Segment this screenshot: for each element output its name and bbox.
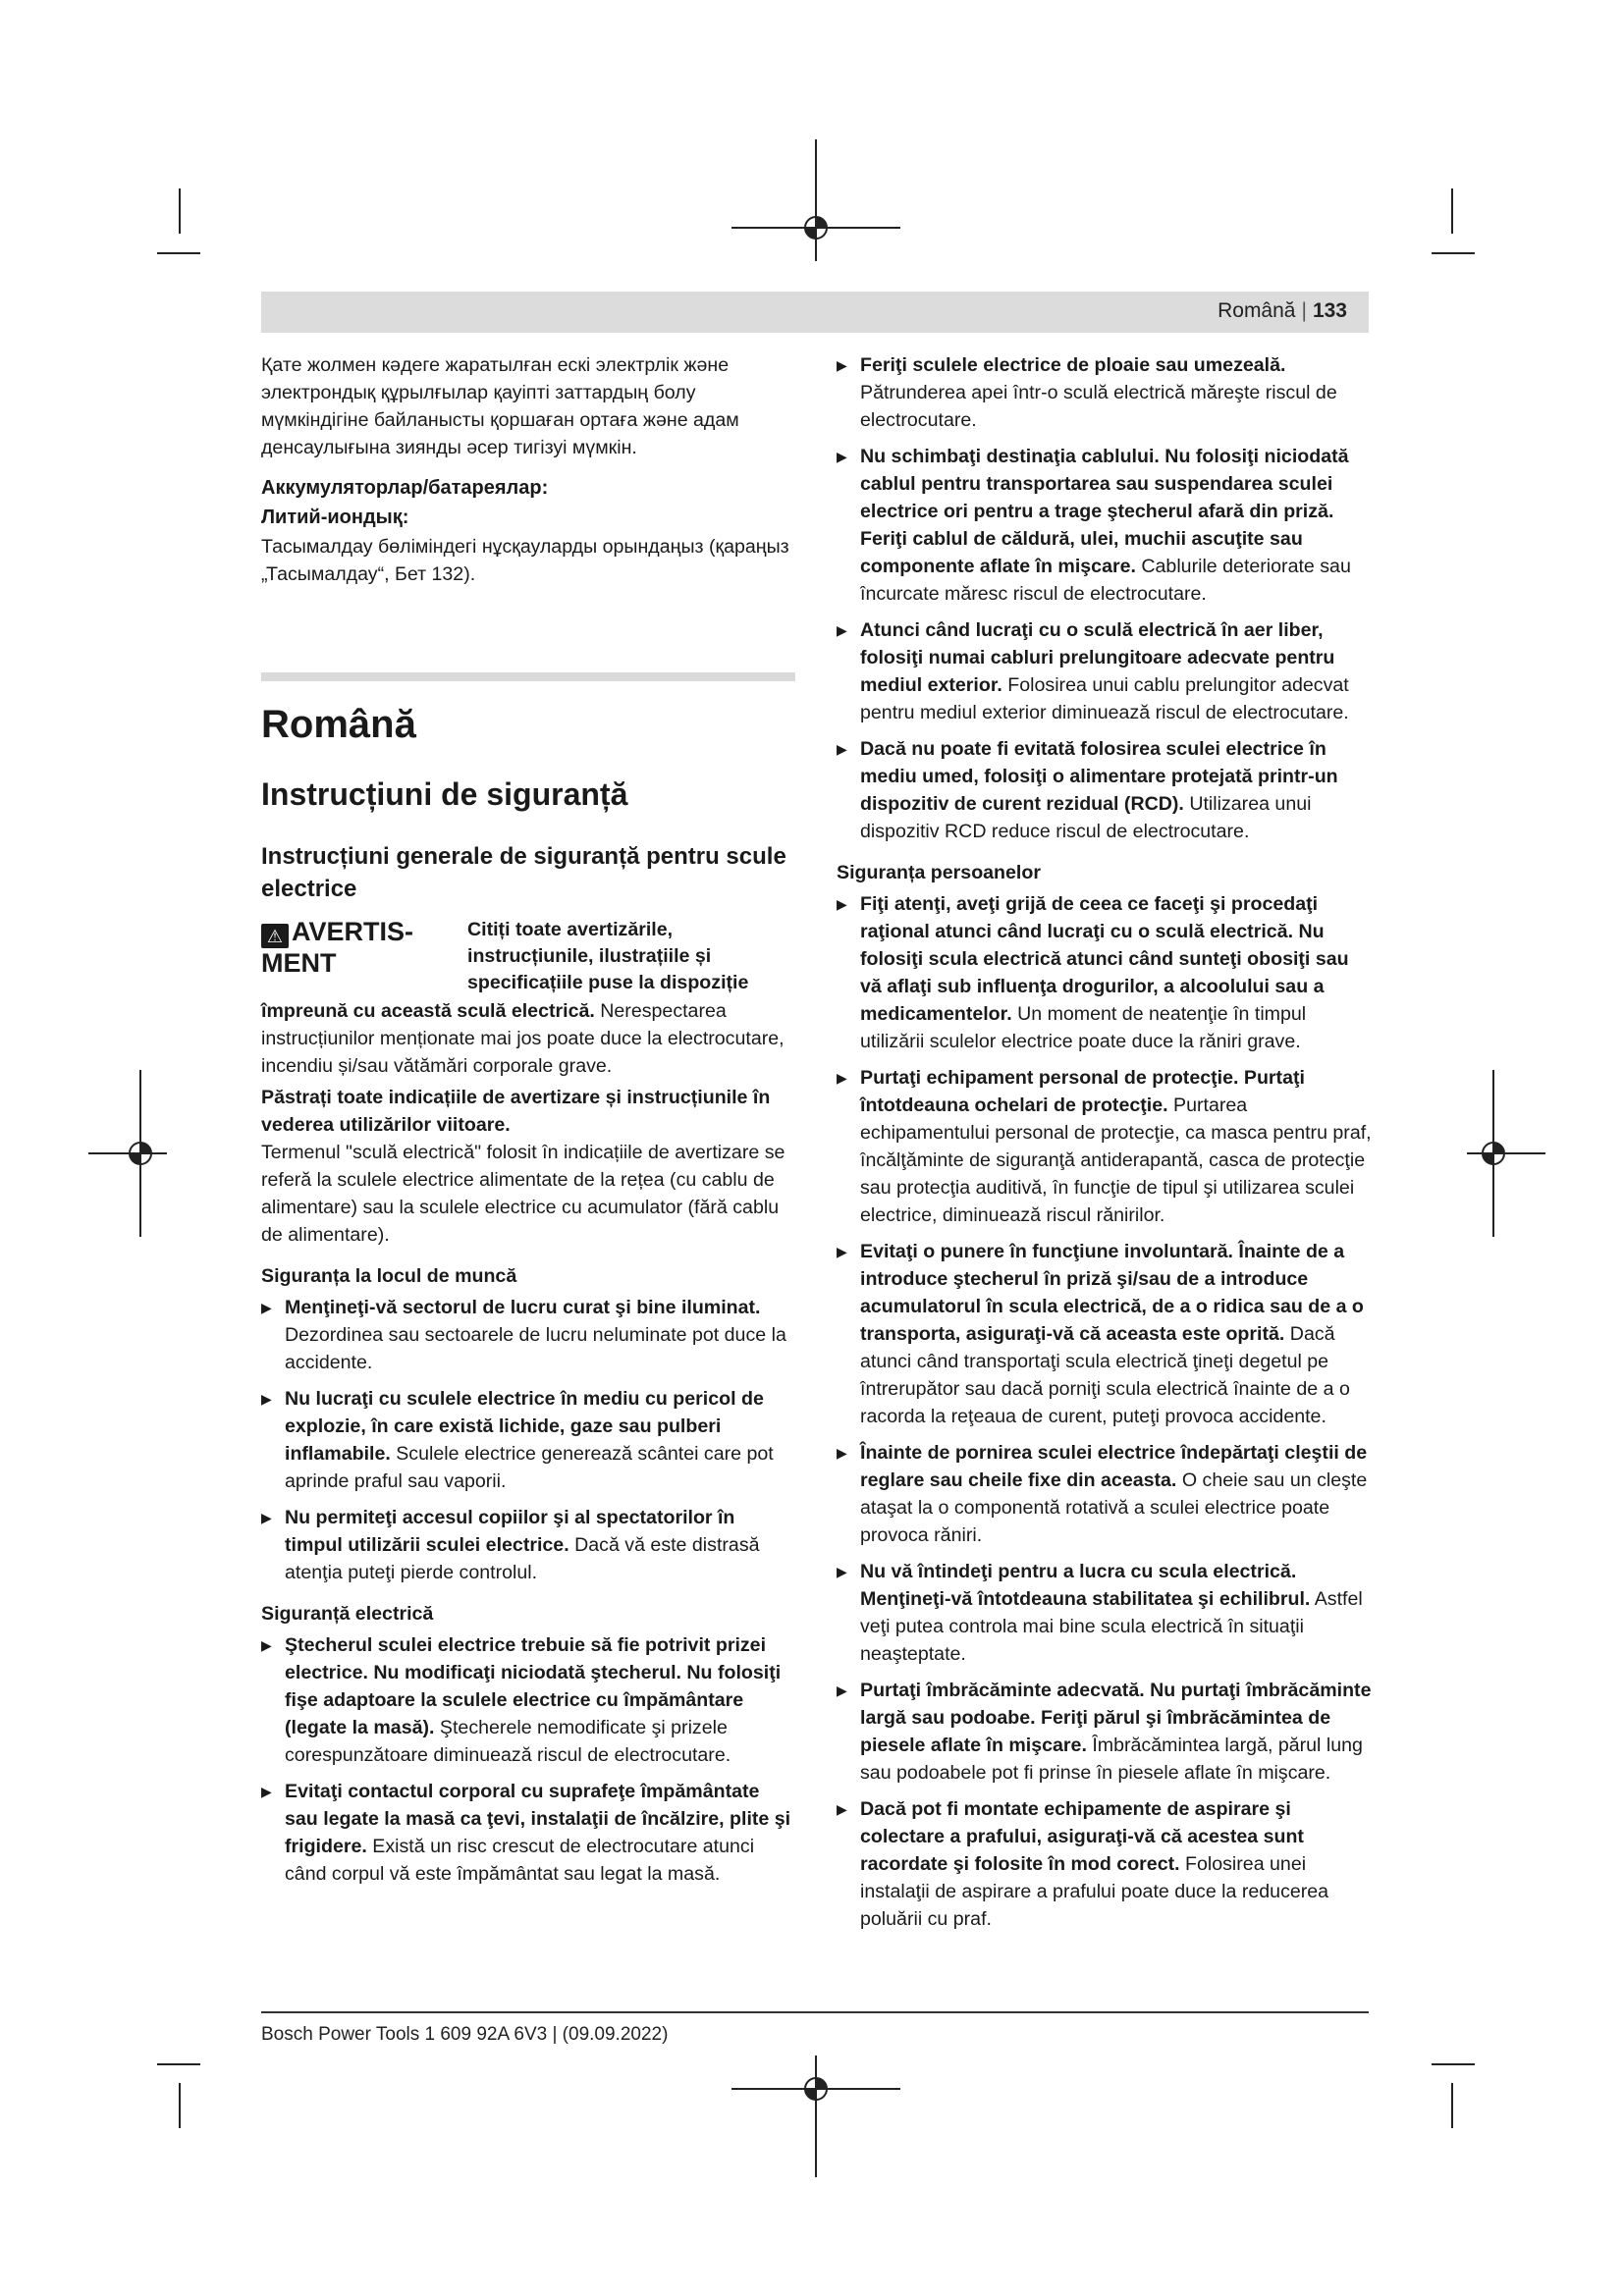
- list-item-text: Sculele electrice generează scântei care pot aprinde praful sau vaporii.: [285, 1443, 774, 1492]
- list-item: [837, 1439, 1375, 1549]
- warning-continuation-text: Nerespectarea instrucțiunilor menționate mai jos poate duce la electrocutare, incendiu și/sau vătămări corporale grave.: [261, 1000, 785, 1077]
- keep-instructions-note: Păstrați toate indicațiile de avertizare și instrucțiunile în vederea utilizărilor viitoare.: [261, 1087, 771, 1136]
- list-item-text: Ştecherele nemodificate şi prizele corespunzătoare diminuează riscul de electrocutare.: [285, 1717, 731, 1766]
- list-item: [837, 1238, 1375, 1430]
- warning-block: [261, 917, 795, 997]
- list-item-bold: Purtaţi îmbrăcăminte adecvată. Nu purtaţi îmbrăcăminte largă sau podoabe. Feriţi părul şi îmbrăcămintea de piesele aflate în mişcare.: [860, 1680, 1372, 1756]
- page-number: 133: [1312, 299, 1347, 322]
- list-item-bold: Feriţi sculele electrice de ploaie sau umezeală.: [860, 354, 1286, 376]
- crop-mark: [157, 252, 200, 254]
- footer-rule: [261, 2011, 1369, 2013]
- list-item: [261, 1504, 795, 1586]
- list-item-bold: Ştecherul sculei electrice trebuie să fie potrivit prizei electrice. Nu modificaţi niciodată ştecherul. Nu folosiţi fişe adaptoare la sculele electrice cu împământare (legate la masă).: [285, 1634, 782, 1738]
- left-column: [261, 351, 795, 1896]
- list-item-text: Dacă vă este distrasă atenţia puteţi pierde controlul.: [285, 1534, 760, 1583]
- list-item: [261, 1294, 795, 1376]
- list-item: [261, 1385, 795, 1495]
- page-header: [261, 292, 1369, 333]
- crop-mark: [1451, 2083, 1453, 2128]
- kz-disposal-paragraph: Қате жолмен кәдеге жаратылған ескі электрлік және электрондық құрылғылар қауіпті заттардың болу мүмкіндігіне байланысты қоршаған ортаға және адам денсаулығына зиянды әсер тигізуі мүмкін.: [261, 354, 739, 458]
- list-item-bold: Nu lucraţi cu sculele electrice în mediu cu pericol de explozie, în care există lichide, gaze sau pulberi inflamabile.: [285, 1388, 764, 1465]
- list-item-text: Un moment de neatenţie în timpul utilizării sculelor electrice poate duce la răniri grave.: [860, 1003, 1307, 1052]
- list-item-text: Există un risc crescut de electrocutare atunci când corpul vă este împământat sau legat la masă.: [285, 1836, 755, 1885]
- list-item-text: Utilizarea unui dispozitiv RCD reduce riscul de electrocutare.: [860, 793, 1312, 842]
- warning-continuation: [261, 997, 795, 1080]
- crop-mark: [1432, 252, 1475, 254]
- header-language: Română: [1218, 299, 1296, 322]
- list-item: [837, 1558, 1375, 1668]
- list-item-bold: Fiţi atenţi, aveţi grijă de ceea ce faceţi şi procedaţi raţional atunci când lucraţi cu o sculă electrică. Nu folosiţi scula electrică atunci când sunteţi obosiţi sau vă aflaţi sub influenţa drogurilor, a alcoolului sau a medicamentelor.: [860, 893, 1349, 1025]
- language-title: Română: [261, 703, 416, 746]
- registration-target-icon: [1477, 1137, 1510, 1170]
- registration-target-icon: [799, 2072, 833, 2106]
- list-item: [837, 1795, 1375, 1933]
- electrical-safety-heading: Siguranță electrică: [261, 1603, 434, 1625]
- section-divider: [261, 672, 795, 681]
- list-item: [837, 443, 1375, 608]
- list-item: [837, 735, 1375, 845]
- crop-mark: [179, 2083, 181, 2128]
- list-item: [837, 616, 1375, 726]
- warning-lead-text: Citiți toate avertizările, instrucțiunile, ilustrațiile și specificațiile puse la dispoziție: [467, 919, 749, 993]
- general-safety-title: Instrucțiuni generale de siguranță pentru scule electrice: [261, 843, 786, 902]
- list-item-bold: Înainte de pornirea sculei electrice îndepărtaţi cleştii de reglare sau cheile fixe din aceasta.: [860, 1442, 1368, 1491]
- kz-transport-note: Тасымалдау бөліміндегі нұсқауларды орындаңыз (қараңыз „Тасымалдау“, Бет 132).: [261, 536, 789, 585]
- list-item-bold: Menţineţi-vă sectorul de lucru curat şi bine iluminat.: [285, 1297, 761, 1318]
- workplace-safety-heading: Siguranța la locul de muncă: [261, 1265, 517, 1287]
- registration-target-icon: [124, 1137, 157, 1170]
- list-item-bold: Atunci când lucraţi cu o sculă electrică în aer liber, folosiţi numai cabluri prelungitoare adecvate pentru mediul exterior.: [860, 619, 1335, 696]
- crop-mark: [1432, 2063, 1475, 2065]
- list-item: [837, 1677, 1375, 1787]
- page-header-label: Română | 133: [1218, 299, 1347, 322]
- list-item: [261, 1778, 795, 1888]
- list-item-text: Folosirea unei instalaţii de aspirare a prafului poate duce la reducerea poluării cu praf.: [860, 1853, 1329, 1930]
- list-item-text: Folosirea unui cablu prelungitor adecvat pentru mediul exterior diminuează riscul de electrocutare.: [860, 674, 1349, 723]
- warning-label: [261, 917, 458, 979]
- registration-target-icon: [799, 211, 833, 244]
- list-item-bold: Evitaţi o punere în funcţiune involuntară. Înainte de a introduce ştecherul în priză şi/sau de a introduce acumulatorul în scula electrică, de a o ridica sau de a o transporta, asiguraţi-vă că aceasta este oprită.: [860, 1241, 1364, 1345]
- list-item-bold: Nu permiteţi accesul copiilor şi al spectatorilor în timpul utilizării sculei electrice.: [285, 1507, 735, 1556]
- list-item: [261, 1631, 795, 1769]
- list-item-bold: Nu vă întindeţi pentru a lucra cu scula electrică. Menţineţi-vă întotdeauna stabilitatea şi echilibrul.: [860, 1561, 1311, 1610]
- list-item-text: Astfel veţi putea controla mai bine scula electrică în situaţii neaşteptate.: [860, 1588, 1363, 1665]
- list-item: [837, 351, 1375, 434]
- list-item-text: Dezordinea sau sectoarele de lucru neluminate pot duce la accidente.: [285, 1324, 786, 1373]
- list-item-text: Cablurile deteriorate sau încurcate măresc riscul de electrocutare.: [860, 556, 1351, 605]
- list-item-bold: Dacă nu poate fi evitată folosirea sculei electrice în mediu umed, folosiţi o alimentare protejată printr-un dispozitiv de curent rezidual (RCD).: [860, 738, 1338, 815]
- warning-icon: ⚠: [261, 924, 289, 948]
- list-item-bold: Purtaţi echipament personal de protecţie. Purtaţi întotdeauna ochelari de protecţie.: [860, 1067, 1305, 1116]
- term-definition-paragraph: Termenul "sculă electrică" folosit în indicațiile de avertizare se referă la sculele electrice alimentate de la rețea (cu cablu de alimentare) sau la sculele electrice cu acumulator (fără cablu de alimentare).: [261, 1142, 785, 1246]
- crop-mark: [1451, 188, 1453, 234]
- right-column: [837, 351, 1375, 1942]
- safety-instructions-title: Instrucțiuni de siguranță: [261, 776, 628, 812]
- list-item-text: Purtarea echipamentului personal de protecţie, ca masca pentru praf, încălţăminte de siguranţă antiderapantă, casca de protecţie sau protecţia auditivă, în funcţie de tipul şi utilizarea sculei electrice, diminuează riscul rănirilor.: [860, 1095, 1372, 1226]
- crop-mark: [157, 2063, 200, 2065]
- list-item-text: Dacă atunci când transportaţi scula electrică ţineţi degetul pe întrerupător sau dacă porniţi scula electrică înainte de a o racorda la reţeaua de curent, puteţi provoca accidente.: [860, 1323, 1350, 1427]
- list-item-text: O cheie sau un cleşte ataşat la o componentă rotativă a sculei electrice poate provoca răniri.: [860, 1469, 1368, 1546]
- list-item-bold: Dacă pot fi montate echipamente de aspirare şi colectare a prafului, asiguraţi-vă că acestea sunt racordate şi folosite în mod corect.: [860, 1798, 1304, 1875]
- warning-label-line-1: AVERTIS-: [292, 917, 414, 946]
- crop-mark: [179, 188, 181, 234]
- list-item-bold: Nu schimbaţi destinaţia cablului. Nu folosiţi niciodată cablul pentru transportarea sau suspendarea sculei electrice ori pentru a trage ştecherul afară din priză. Feriţi cablul de căldură, ulei, muchii ascuţite sau componente aflate în mişcare.: [860, 446, 1349, 577]
- list-item-bold: Evitaţi contactul corporal cu suprafeţe împământate sau legate la masă ca ţevi, instalaţii de încălzire, plite şi frigidere.: [285, 1781, 791, 1857]
- warning-label-line-2: MENT: [261, 948, 337, 978]
- list-item: [837, 1064, 1375, 1229]
- list-item-text: Îmbrăcămintea largă, părul lung sau podoabele pot fi prinse în piesele aflate în mişcare.: [860, 1735, 1363, 1784]
- kz-lithium-heading: Литий-иондық:: [261, 507, 409, 528]
- list-item: [837, 890, 1375, 1055]
- personal-safety-heading: Siguranța persoanelor: [837, 862, 1041, 883]
- warning-continuation-bold: împreună cu această sculă electrică.: [261, 1000, 595, 1022]
- list-item-text: Pătrunderea apei într-o sculă electrică măreşte riscul de electrocutare.: [860, 382, 1337, 431]
- footer-imprint: Bosch Power Tools 1 609 92A 6V3 | (09.09.2022): [261, 2024, 669, 2045]
- kz-batteries-heading: Аккумуляторлар/батареялар:: [261, 477, 549, 499]
